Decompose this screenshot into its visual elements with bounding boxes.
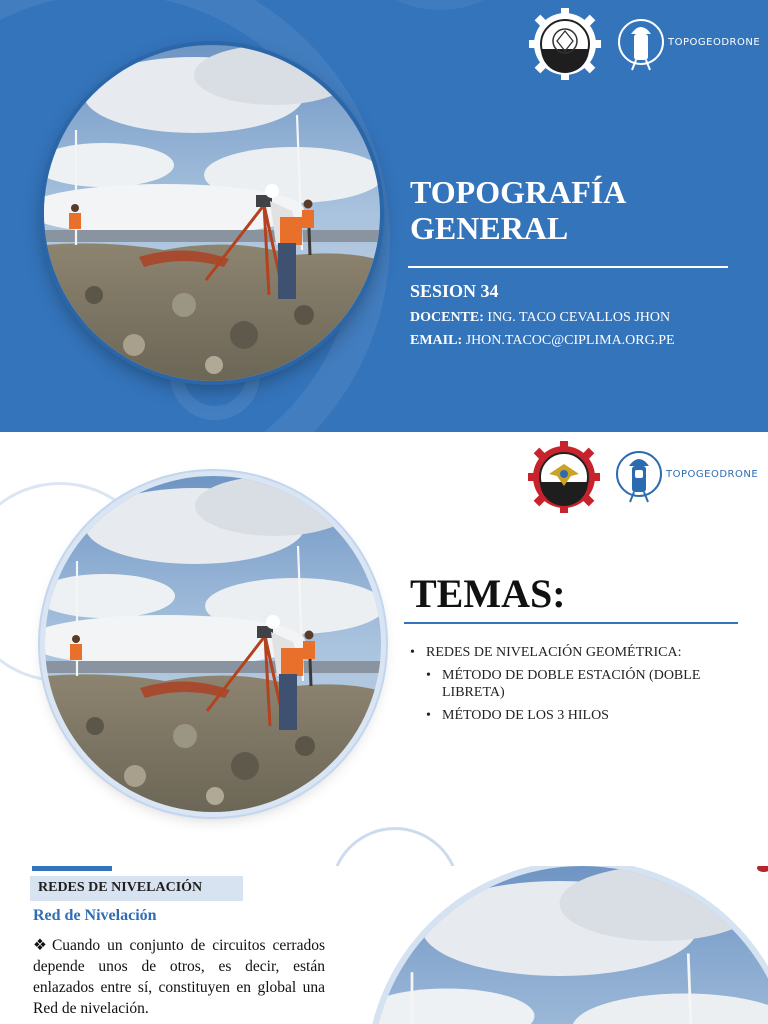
title-divider [408, 266, 728, 268]
email-value: JHON.TACOC@CIPLIMA.ORG.PE [462, 333, 675, 348]
university-gear-emblem-icon [528, 7, 602, 81]
topic-subitem: • MÉTODO DE DOBLE ESTACIÓN (DOBLE LIBRETA) [426, 667, 730, 701]
session-number: SESION 34 [410, 281, 499, 301]
course-title-line1: TOPOGRAFÍA [410, 174, 627, 210]
diamond-bullet-icon: ❖ [33, 937, 50, 954]
topics-slide [0, 432, 768, 866]
topogeodrone-logo [616, 444, 758, 504]
email-line [410, 333, 675, 349]
definition-paragraph [33, 935, 325, 1019]
definition-text: Cuando un conjunto de circuitos cerrados depende unos de otros, es decir, están enlazados entre sí, constituyen en global una Red de nivelación. [33, 937, 325, 1017]
topic-item: • REDES DE NIVELACIÓN GEOMÉTRICA: [410, 644, 730, 661]
topic-subitem: • MÉTODO DE LOS 3 HILOS [426, 707, 730, 724]
docente-line [410, 310, 670, 326]
title-slide [0, 0, 768, 432]
decorative-ring [330, 827, 460, 866]
surveyors-field-photo [45, 476, 381, 812]
surveyors-field-photo [372, 866, 768, 1024]
course-title [410, 174, 740, 246]
decorative-blob [360, 0, 520, 10]
corner-mark [757, 866, 768, 872]
course-title-line2: GENERAL [410, 210, 569, 246]
brand-name: TOPOGEODRONE [668, 36, 761, 48]
docente-value: ING. TACO CEVALLOS JHON [483, 310, 671, 325]
email-label: EMAIL: [410, 333, 463, 348]
topogeodrone-mascot-icon [618, 12, 664, 72]
docente-label: DOCENTE: [410, 310, 484, 325]
topogeodrone-mascot-icon [616, 444, 662, 504]
topics-divider [404, 622, 738, 624]
surveyors-field-photo [44, 45, 380, 381]
university-gear-emblem-icon [527, 440, 601, 514]
section-label: REDES DE NIVELACIÓN [30, 876, 243, 901]
section-subtitle: Red de Nivelación [33, 907, 157, 924]
brand-name: TOPOGEODRONE [666, 468, 759, 480]
topogeodrone-logo [618, 12, 760, 72]
content-slide [0, 866, 768, 1024]
topics-list [410, 644, 730, 728]
accent-bar [32, 866, 112, 871]
topics-heading: TEMAS: [410, 571, 566, 616]
